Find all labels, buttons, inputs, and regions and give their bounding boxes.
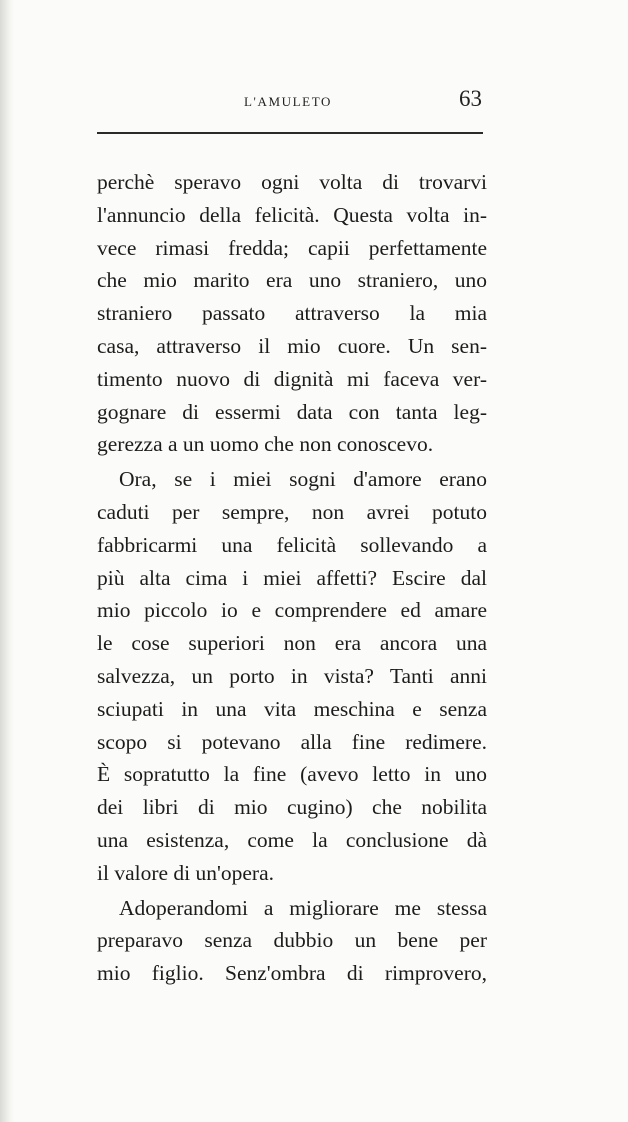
text-line: casa, attraverso il mio cuore. Un sen- (97, 333, 487, 358)
body-text (97, 166, 487, 992)
text-line: gerezza a un uomo che non conoscevo. (97, 432, 434, 457)
text-line: più alta cima i miei affetti? Escire dal (97, 565, 487, 590)
text-line: una esistenza, come la conclusione dà (97, 827, 487, 852)
text-line: mio figlio. Senz'ombra di rimprovero, (97, 961, 487, 986)
text-line: straniero passato attraverso la mia (97, 301, 487, 326)
text-line: fabbricarmi una felicità sollevando a (97, 532, 487, 557)
text-line: perchè speravo ogni volta di trovarvi (97, 170, 487, 194)
paragraph-2 (97, 463, 487, 889)
text-line: le cose superiori non era ancora una (97, 631, 487, 656)
text-line: che mio marito era uno straniero, uno (97, 268, 487, 293)
header-rule (97, 132, 483, 134)
paragraph-1 (97, 166, 487, 461)
text-line: dei libri di mio cugino) che nobilita (97, 795, 487, 820)
page-header (96, 84, 488, 124)
page-edge-shadow (0, 0, 14, 1122)
text-line: caduti per sempre, non avrei potuto (97, 499, 487, 524)
text-line: Adoperandomi a migliorare me stessa (119, 895, 487, 920)
text-line: mio piccolo io e comprendere ed amare (97, 598, 487, 623)
text-line: preparavo senza dubbio un bene per (97, 928, 487, 953)
text-line: Ora, se i miei sogni d'amore erano (119, 467, 487, 492)
text-line: È sopratutto la fine (avevo letto in uno (97, 762, 487, 787)
text-line: il valore di un'opera. (97, 860, 275, 885)
running-title: L'AMULETO (244, 94, 332, 109)
text-line: vece rimasi fredda; capii perfettamente (97, 235, 487, 260)
text-line: l'annuncio della felicità. Questa volta in- (97, 202, 487, 227)
text-line: sciupati in una vita meschina e senza (97, 696, 487, 721)
paragraph-3 (97, 892, 487, 990)
text-line: scopo si potevano alla fine redimere. (97, 729, 487, 754)
text-line: salvezza, un porto in vista? Tanti anni (97, 663, 487, 688)
page-number: 63 (459, 86, 482, 111)
text-line: timento nuovo di dignità mi faceva ver- (97, 366, 487, 391)
text-line: gognare di essermi data con tanta leg- (97, 399, 487, 424)
